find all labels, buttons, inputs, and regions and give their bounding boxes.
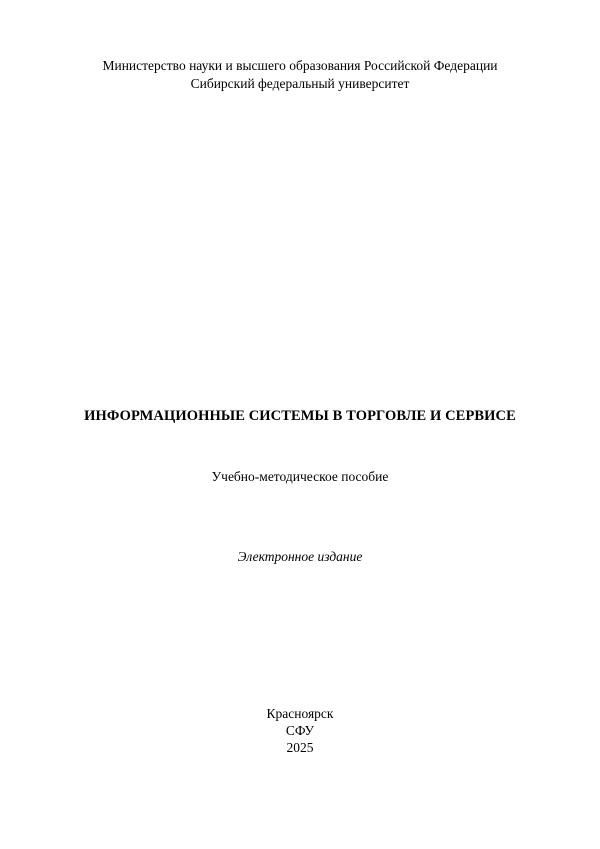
document-title: ИНФОРМАЦИОННЫЕ СИСТЕМЫ В ТОРГОВЛЕ И СЕРВИСЕ	[84, 408, 516, 424]
university-name: Сибирский федеральный университет	[190, 76, 410, 91]
publisher-name: СФУ	[285, 723, 315, 738]
publication-city: Красноярск	[266, 706, 334, 721]
ministry-name: Министерство науки и высшего образования Российской Федерации	[102, 58, 498, 73]
publication-year: 2025	[286, 740, 314, 755]
edition-note: Электронное издание	[237, 549, 363, 564]
document-type: Учебно-методическое пособие	[211, 469, 389, 484]
